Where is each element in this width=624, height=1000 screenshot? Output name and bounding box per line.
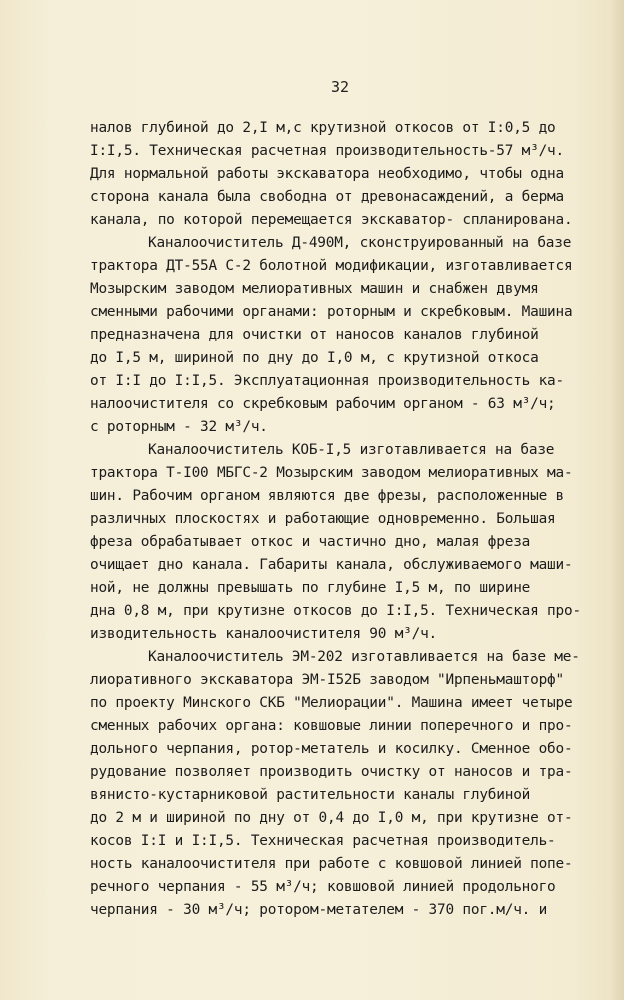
text-line: дольного черпания, ротор-метатель и косилку. Сменное обо- (90, 741, 573, 757)
text-line: речного черпания - 55 м³/ч; ковшовой линией продольного (90, 879, 556, 895)
text-line: ность каналоочистителя при работе с ковшовой линией попе- (90, 856, 573, 872)
text-line: I:I,5. Техническая расчетная производительность-57 м³/ч. (90, 143, 564, 159)
text-line: Для нормальной работы экскаватора необходимо, чтобы одна (90, 166, 564, 182)
text-line: очищает дно канала. Габариты канала, обслуживаемого маши- (90, 557, 573, 573)
text-line: Каналоочиститель ЭМ-202 изготавливается на базе ме- (148, 649, 580, 665)
text-line: Каналоочиститель КОБ-I,5 изготавливается на базе (148, 442, 555, 458)
text-line: налов глубиной до 2,I м,с крутизной откосов от I:0,5 до (90, 120, 556, 136)
text-line: до 2 м и шириной по дну от 0,4 до I,0 м, при крутизне от- (90, 810, 573, 826)
text-line: трактора Т-I00 МБГС-2 Мозырским заводом мелиоративных ма- (90, 465, 573, 481)
text-line: по проекту Минского СКБ "Мелиорации". Машина имеет четыре (90, 695, 573, 711)
text-line: канала, по которой перемещается экскаватор- спланирована. (90, 212, 573, 228)
text-line: черпания - 30 м³/ч; ротором-метателем - 370 пог.м/ч. и (90, 902, 548, 918)
text-line: сменных рабочих органа: ковшовые линии поперечного и про- (90, 718, 573, 734)
text-line: фреза обрабатывает откос и частично дно, малая фреза (90, 534, 531, 550)
text-line: дна 0,8 м, при крутизне откосов до I:I,5. Техническая про- (90, 603, 581, 619)
text-line: предназначена для очистки от наносов каналов глубиной (90, 327, 539, 343)
page-edge-shadow (610, 0, 624, 1000)
text-line: ной, не должны превышать по глубине I,5 м, по ширине (90, 580, 531, 596)
page-number: 32 (330, 78, 350, 96)
text-line: сменными рабочими органами: роторным и скребковым. Машина (90, 304, 573, 320)
text-line: сторона канала была свободна от древонасаждений, а берма (90, 189, 564, 205)
text-line: рудование позволяет производить очистку от наносов и тра- (90, 764, 573, 780)
text-line: с роторным - 32 м³/ч. (90, 419, 268, 435)
text-line: Мозырским заводом мелиоративных машин и снабжен двумя (90, 281, 539, 297)
text-line: от I:I до I:I,5. Эксплуатационная производительность ка- (90, 373, 564, 389)
text-line: различных плоскостях и работающие одновременно. Большая (90, 511, 556, 527)
text-line: лиоративного экскаватора ЭМ-I52Б заводом "Ирпеньмашторф" (90, 672, 564, 688)
text-line: вянисто-кустарниковой растительности каналы глубиной (90, 787, 531, 803)
text-line: трактора ДТ-55А С-2 болотной модификации, изготавливается (90, 258, 573, 274)
text-line: Каналоочиститель Д-490М, сконструированный на базе (148, 235, 572, 251)
text-line: изводительность каналоочистителя 90 м³/ч. (90, 626, 438, 642)
text-line: косов I:I и I:I,5. Техническая расчетная производитель- (90, 833, 556, 849)
text-line: до I,5 м, шириной по дну до I,0 м, с крутизной откоса (90, 350, 539, 366)
text-line: шин. Рабочим органом являются две фрезы, расположенные в (90, 488, 564, 504)
text-line: налоочистителя со скребковым рабочим органом - 63 м³/ч; (90, 396, 556, 412)
